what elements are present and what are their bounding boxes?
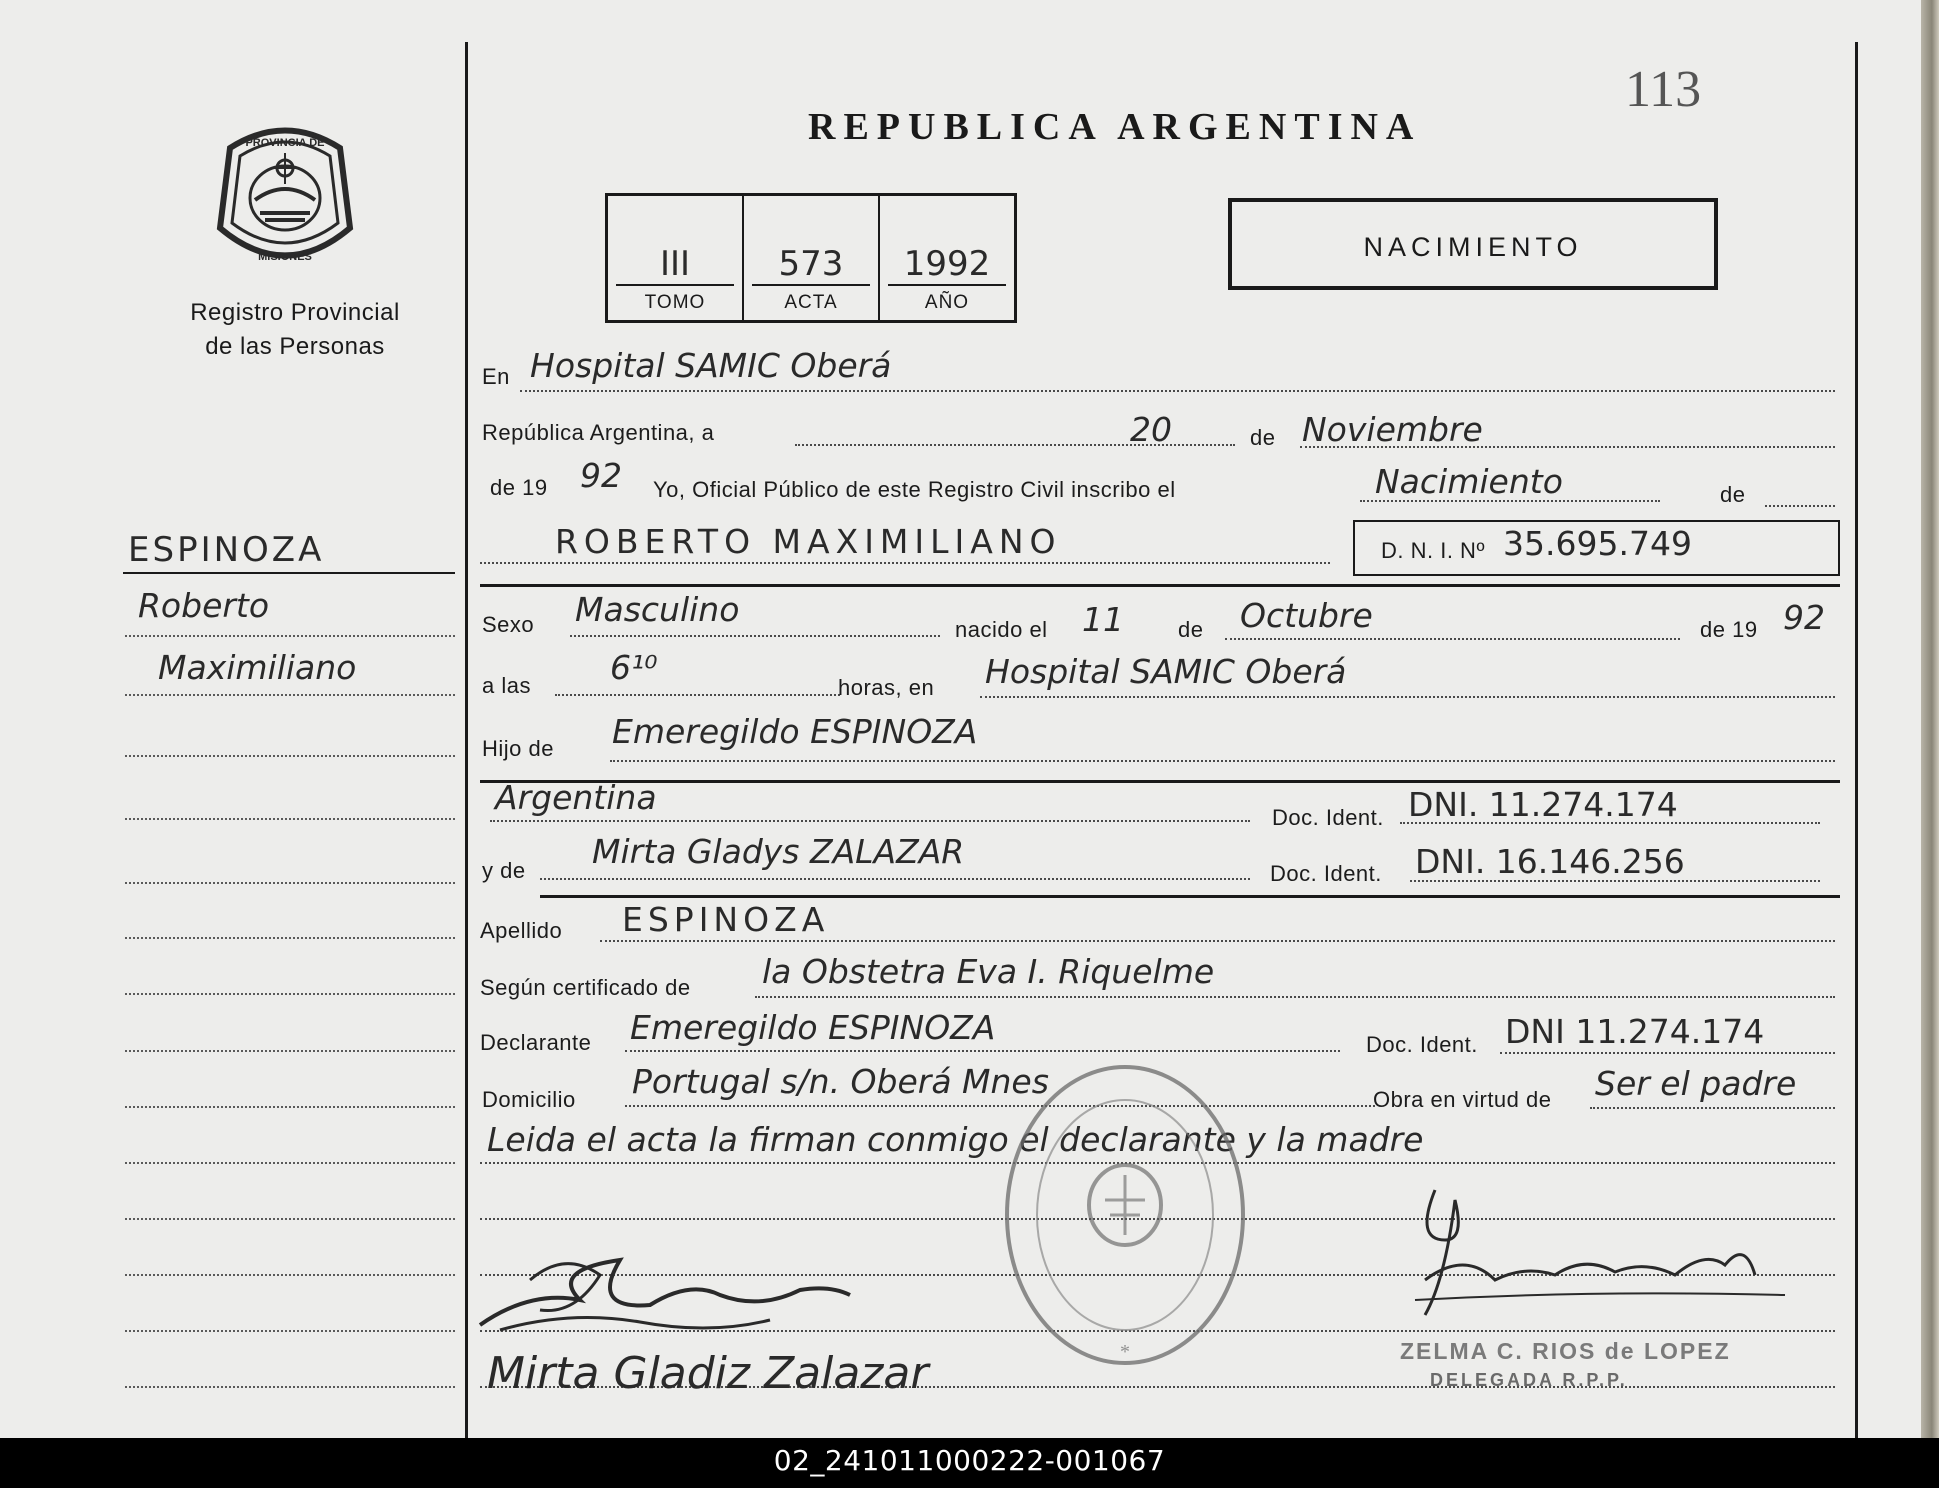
record-type: NACIMIENTO: [1363, 232, 1583, 262]
registry-name-line2: de las Personas: [205, 333, 385, 360]
place-value: Hospital SAMIC Oberá: [530, 346, 892, 385]
sex-line: [570, 635, 940, 637]
anio-cell: [880, 196, 1014, 320]
surname-value: ESPINOZA: [622, 900, 830, 939]
margin-line: [125, 1106, 455, 1108]
obra-label: Obra en virtud de: [1373, 1087, 1552, 1112]
sexo-label: Sexo: [482, 612, 535, 637]
event-de-line: [1765, 505, 1835, 507]
father-doc-label: Doc. Ident.: [1272, 805, 1384, 830]
official-signature-icon: [1395, 1180, 1795, 1320]
given-names-value: ROBERTO MAXIMILIANO: [555, 522, 1062, 561]
address-value: Portugal s/n. Oberá Mnes: [632, 1062, 1049, 1101]
declarante-label: Declarante: [480, 1030, 592, 1055]
margin-line: [125, 1218, 455, 1220]
margin-line: [125, 818, 455, 820]
section-rule: [480, 780, 1840, 783]
birth-day-value: 11: [1082, 600, 1124, 639]
seal-bottom-text: MISIONES: [258, 251, 312, 263]
margin-line: [125, 1330, 455, 1332]
birth-de19-label: de 19: [1700, 617, 1758, 642]
margin-line: [125, 1050, 455, 1052]
capacity-line: [1590, 1107, 1835, 1109]
anio-label: AÑO: [924, 292, 970, 313]
margin-line: [125, 882, 455, 884]
mother-doc-value: DNI. 16.146.256: [1415, 842, 1685, 881]
father-name-line: [610, 760, 1835, 762]
provincial-seal-icon: [210, 118, 360, 273]
birth-month-line: [1225, 638, 1680, 640]
reg-de-label: de: [1250, 425, 1276, 450]
margin-surname: ESPINOZA: [128, 530, 325, 570]
declarant-doc-label: Doc. Ident.: [1366, 1032, 1478, 1057]
birth-place-line: [980, 696, 1835, 698]
registry-stamp-icon: [1000, 1060, 1250, 1370]
surname-line: [600, 940, 1835, 942]
father-name-value: Emeregildo ESPINOZA: [612, 712, 978, 751]
record-id-box: [605, 193, 1017, 323]
margin-line: [125, 1386, 455, 1388]
record-type-box: [1228, 198, 1718, 290]
registry-name-line1: Registro Provincial: [190, 299, 400, 326]
margin-line: [125, 635, 455, 637]
certifier-line: [755, 996, 1835, 998]
margin-surname-rule: [123, 572, 455, 574]
mother-signature: Mirta Gladiz Zalazar: [487, 1348, 929, 1399]
section-rule: [480, 584, 1840, 587]
acta-value: 573: [778, 244, 844, 284]
margin-given-2: Maximiliano: [158, 648, 357, 687]
given-names-line: [480, 562, 1330, 564]
mother-doc-label: Doc. Ident.: [1270, 861, 1382, 886]
closing-note: Leida el acta la firman conmigo el declarante y la madre: [487, 1120, 1424, 1159]
declarant-line: [625, 1050, 1340, 1052]
official-name: ZELMA C. RIOS de LOPEZ: [1400, 1338, 1731, 1364]
place-line: [520, 390, 1835, 392]
margin-given-1: Roberto: [138, 586, 270, 625]
horas-label: horas, en: [838, 675, 935, 700]
birth-hour-value: 6¹⁰: [610, 648, 658, 687]
reg-month-line: [1300, 446, 1835, 448]
republica-label: República Argentina, a: [482, 420, 715, 445]
capacity-value: Ser el padre: [1595, 1064, 1797, 1103]
certifier-value: la Obstetra Eva I. Riquelme: [762, 952, 1215, 991]
tomo-cell: [608, 196, 744, 320]
margin-line: [125, 755, 455, 757]
anio-value: 1992: [903, 244, 991, 284]
yde-label: y de: [482, 858, 526, 883]
birth-de-label: de: [1178, 617, 1204, 642]
margin-line: [125, 1162, 455, 1164]
document-title: REPUBLICA ARGENTINA: [808, 106, 1422, 148]
birth-hour-line: [555, 694, 840, 696]
birth-year-value: 92: [1783, 598, 1825, 637]
domicilio-label: Domicilio: [482, 1087, 576, 1112]
right-rule: [1855, 42, 1858, 1438]
tomo-label: TOMO: [644, 292, 706, 313]
yo-text: Yo, Oficial Público de este Registro Civil inscribo el: [653, 477, 1176, 502]
dni-value: 35.695.749: [1503, 524, 1692, 563]
margin-line: [125, 694, 455, 696]
page-number: 113: [1625, 61, 1702, 118]
caption-bar: [0, 1438, 1939, 1488]
tomo-value: III: [659, 244, 691, 284]
apellido-label: Apellido: [480, 918, 563, 943]
birth-month-value: Octubre: [1240, 596, 1373, 635]
mother-name-line: [540, 878, 1250, 880]
file-caption: 02_241011000222-001067: [773, 1444, 1166, 1477]
dni-box: [1353, 520, 1840, 576]
margin-line: [125, 937, 455, 939]
en-label: En: [482, 364, 510, 389]
father-nationality-value: Argentina: [495, 778, 657, 817]
segun-label: Según certificado de: [480, 975, 691, 1000]
acta-cell: [744, 196, 880, 320]
book-edge: [1921, 0, 1939, 1438]
sex-value: Masculino: [575, 590, 740, 629]
svg-text:*: *: [1120, 1341, 1130, 1363]
reg-month-value: Noviembre: [1302, 410, 1483, 449]
father-doc-line: [1400, 822, 1820, 824]
birth-place-value: Hospital SAMIC Oberá: [985, 652, 1347, 691]
section-rule: [540, 895, 1840, 898]
mother-doc-line: [1410, 880, 1820, 882]
reg-year-value: 92: [580, 456, 622, 495]
declarant-value: Emeregildo ESPINOZA: [630, 1008, 996, 1047]
margin-line: [125, 1274, 455, 1276]
hijo-label: Hijo de: [482, 736, 554, 761]
dni-label: D. N. I. Nº: [1381, 538, 1485, 563]
de19-label: de 19: [490, 475, 548, 500]
seal-top-text: PROVINCIA DE: [245, 137, 325, 149]
registry-name: [140, 296, 450, 364]
father-signature-icon: [470, 1240, 860, 1350]
acta-label: ACTA: [784, 292, 838, 313]
father-doc-value: DNI. 11.274.174: [1408, 785, 1678, 824]
father-nationality-line: [490, 820, 1250, 822]
event-value: Nacimiento: [1375, 462, 1563, 501]
event-line: [1360, 500, 1660, 502]
official-title: DELEGADA R.P.P.: [1430, 1370, 1628, 1390]
margin-rule: [465, 42, 468, 1438]
alas-label: a las: [482, 673, 531, 698]
nacido-label: nacido el: [955, 617, 1048, 642]
declarant-doc-line: [1500, 1052, 1835, 1054]
event-de-label: de: [1720, 482, 1746, 507]
reg-day-value: 20: [1130, 410, 1172, 449]
mother-name-value: Mirta Gladys ZALAZAR: [592, 832, 965, 871]
declarant-doc-value: DNI 11.274.174: [1505, 1012, 1765, 1051]
margin-line: [125, 993, 455, 995]
